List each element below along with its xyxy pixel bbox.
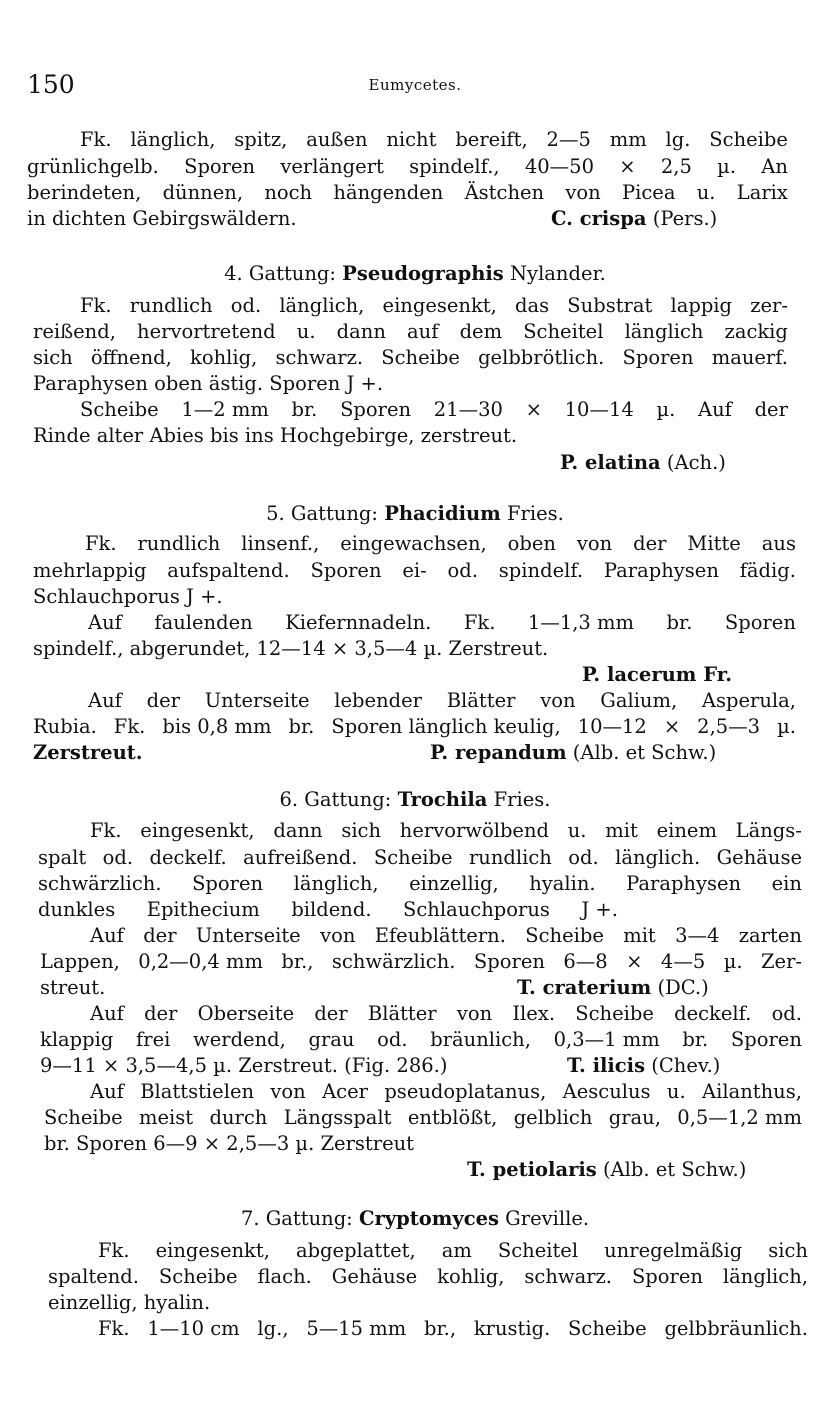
word: Scheibe xyxy=(80,398,159,421)
word: spalt xyxy=(38,846,87,869)
word: eingesenkt, xyxy=(140,819,255,842)
word: ei- xyxy=(402,559,427,582)
justified-line xyxy=(44,1106,802,1130)
word: u. xyxy=(296,320,316,343)
word: 40—50 xyxy=(524,155,594,178)
word: dann xyxy=(273,819,323,842)
word: der xyxy=(633,532,667,555)
word: noch xyxy=(264,181,313,204)
word: reißend, xyxy=(33,320,116,343)
text-line xyxy=(0,559,830,583)
word: Scheibe xyxy=(44,1106,123,1129)
word: Sporen xyxy=(340,398,412,421)
word: Blätter xyxy=(446,689,516,712)
word: Unterseite xyxy=(204,689,310,712)
word: 10—14 xyxy=(564,398,634,421)
word: hyalin. xyxy=(529,872,596,895)
justified-line xyxy=(90,924,802,948)
word: u. xyxy=(696,181,716,204)
word: aufspaltend. xyxy=(167,559,290,582)
word: sich xyxy=(341,819,382,842)
word: Fk. xyxy=(463,611,496,634)
word: werdend, xyxy=(193,1028,286,1051)
body-text: in dichten Gebirgswäldern. xyxy=(27,207,297,230)
word: oben xyxy=(507,532,556,555)
word: × xyxy=(626,950,643,973)
word: µ. xyxy=(717,155,737,178)
body-text: einzellig, hyalin. xyxy=(48,1291,211,1314)
word: 1—10 cm xyxy=(147,1317,240,1340)
word: lg. xyxy=(665,128,691,151)
justified-line xyxy=(40,1028,802,1052)
word: unregelmäßig xyxy=(604,1239,743,1262)
word: Paraphysen xyxy=(603,559,719,582)
word: Sporen xyxy=(184,155,256,178)
word: auf xyxy=(407,320,439,343)
text-line xyxy=(0,1239,830,1263)
word: zarten xyxy=(738,924,802,947)
word: bräunlich, xyxy=(430,1028,531,1051)
justified-line xyxy=(27,181,788,205)
text-line xyxy=(0,715,830,739)
word: von xyxy=(565,181,601,204)
word: Schlauchporus xyxy=(403,898,550,921)
word: 21—30 xyxy=(433,398,503,421)
word: 3—4 xyxy=(675,924,720,947)
word: der xyxy=(143,924,177,947)
text-line xyxy=(0,846,830,870)
text-line xyxy=(0,741,830,765)
species-name: C. crispa (Pers.) xyxy=(551,207,718,230)
word: 5—15 mm xyxy=(306,1317,407,1340)
word: Sporen xyxy=(310,559,382,582)
word: hängenden xyxy=(333,181,444,204)
word: Auf xyxy=(88,611,122,634)
word: × xyxy=(525,398,542,421)
word: Unterseite xyxy=(195,924,301,947)
word: Kiefernnadeln. xyxy=(285,611,432,634)
justified-line xyxy=(88,611,796,635)
word: Substrat xyxy=(567,294,653,317)
body-text: 9—11 × 3,5—4,5 µ. Zerstreut. (Fig. 286.) xyxy=(40,1054,448,1077)
word: schwärzlich. xyxy=(331,950,456,973)
word: länglich, xyxy=(130,128,216,151)
word: od. xyxy=(230,294,262,317)
word: Scheibe xyxy=(381,346,460,369)
word: sich xyxy=(768,1239,808,1262)
word: grau, xyxy=(608,1106,661,1129)
justified-line xyxy=(80,128,788,152)
word: Asperula, xyxy=(701,689,796,712)
word: Zer- xyxy=(761,950,802,973)
word: br., xyxy=(423,1317,457,1340)
text-line xyxy=(0,637,830,661)
word: × xyxy=(619,155,636,178)
word: Sporen xyxy=(724,611,796,634)
text-line xyxy=(0,1054,830,1078)
word: Larix xyxy=(736,181,788,204)
word: 0,5—1,2 mm xyxy=(677,1106,802,1129)
word: spindelf., xyxy=(409,155,500,178)
word: Fk. xyxy=(113,715,146,738)
word: von xyxy=(540,689,576,712)
word: Scheibe xyxy=(525,924,604,947)
word: Auf xyxy=(90,1002,124,1025)
word: faulenden xyxy=(154,611,253,634)
word: eingewachsen, xyxy=(340,532,487,555)
word: schwarz. xyxy=(524,1265,612,1288)
word: Scheibe xyxy=(568,1317,647,1340)
word: Paraphysen xyxy=(626,872,742,895)
word: Sporen xyxy=(192,872,264,895)
word: pseudoplatanus, xyxy=(384,1080,547,1103)
text-line xyxy=(0,950,830,974)
text-line xyxy=(0,1080,830,1104)
word: od. xyxy=(771,1002,802,1025)
justified-line xyxy=(33,715,796,739)
word: Gehäuse xyxy=(716,846,802,869)
word: aufreißend. xyxy=(243,846,358,869)
word: flach. xyxy=(257,1265,312,1288)
word: Sporen xyxy=(622,346,694,369)
text-line xyxy=(0,689,830,713)
word: ein xyxy=(771,872,802,895)
word: länglich. xyxy=(615,846,701,869)
word: zer- xyxy=(750,294,788,317)
word: Scheibe xyxy=(158,1265,238,1288)
word: länglich, xyxy=(279,294,365,317)
word: Auf xyxy=(698,398,732,421)
genus-heading: 6. Gattung: Trochila Fries. xyxy=(279,788,551,811)
word: dunkles xyxy=(38,898,116,921)
word: meist xyxy=(139,1106,194,1129)
word: verlängert xyxy=(280,155,384,178)
word: dünnen, xyxy=(162,181,244,204)
word: zackig xyxy=(724,320,788,343)
word: Ilex. xyxy=(512,1002,556,1025)
text-line xyxy=(0,155,830,179)
word: grünlichgelb. xyxy=(27,155,159,178)
word: rundlich xyxy=(129,294,213,317)
text-line xyxy=(0,451,830,475)
word: Fk. xyxy=(85,532,117,555)
word: lg., xyxy=(257,1317,289,1340)
word: Scheibe xyxy=(709,128,788,151)
body-text: Zerstreut. xyxy=(33,741,143,764)
text-line xyxy=(0,532,830,556)
word: br. xyxy=(666,611,693,634)
word: aus xyxy=(761,532,796,555)
word: Rubia. xyxy=(33,715,97,738)
species-name: T. craterium (DC.) xyxy=(517,976,709,999)
word: krustig. xyxy=(473,1317,551,1340)
justified-line xyxy=(33,559,796,583)
body-text: spindelf., abgerundet, 12—14 × 3,5—4 µ. Zerstreut. xyxy=(33,637,549,660)
word: od. xyxy=(447,559,478,582)
word: rundlich xyxy=(137,532,221,555)
word: mit xyxy=(623,924,656,947)
word: Fk. xyxy=(98,1317,130,1340)
word: das xyxy=(515,294,550,317)
text-line xyxy=(0,976,830,1000)
word: Epithecium xyxy=(146,898,260,921)
word: der xyxy=(314,1002,348,1025)
word: hervortretend xyxy=(137,320,276,343)
word: 1—2 mm xyxy=(181,398,269,421)
justified-line xyxy=(33,346,788,370)
text-line xyxy=(0,181,830,205)
word: Lappen, xyxy=(40,950,120,973)
word: bis 0,8 mm xyxy=(162,715,272,738)
word: mehrlappig xyxy=(33,559,147,582)
word: der xyxy=(146,689,180,712)
word: µ. xyxy=(656,398,676,421)
word: gelbbrötlich. xyxy=(478,346,605,369)
word: kohlig, xyxy=(437,1265,505,1288)
text-line xyxy=(0,1265,830,1289)
text-line xyxy=(0,398,830,422)
word: am xyxy=(441,1239,472,1262)
justified-line xyxy=(48,1265,808,1289)
word: Scheibe xyxy=(575,1002,654,1025)
text-line xyxy=(0,1158,830,1182)
word: gelbbräunlich. xyxy=(664,1317,808,1340)
word: hervorwölbend xyxy=(399,819,550,842)
word: klappig xyxy=(40,1028,114,1051)
text-line xyxy=(0,207,830,231)
word: länglich xyxy=(624,320,704,343)
word: Galium, xyxy=(600,689,678,712)
text-line xyxy=(0,128,830,152)
word: Gehäuse xyxy=(331,1265,418,1288)
genus-heading: 7. Gattung: Cryptomyces Greville. xyxy=(240,1207,590,1230)
word: 2—5 xyxy=(546,128,591,151)
text-line xyxy=(0,1291,830,1315)
text-line xyxy=(0,1002,830,1026)
body-text: Schlauchporus J +. xyxy=(33,585,223,608)
word: durch xyxy=(209,1106,268,1129)
justified-line xyxy=(33,320,788,344)
text-line xyxy=(0,872,830,896)
word: spaltend. xyxy=(48,1265,139,1288)
word: 6—8 xyxy=(563,950,608,973)
text-line xyxy=(0,294,830,318)
justified-line xyxy=(80,294,788,318)
word: Längsspalt xyxy=(283,1106,392,1129)
word: br. xyxy=(288,715,315,738)
body-text: streut. xyxy=(40,976,106,999)
word: mit xyxy=(605,819,638,842)
word: µ. xyxy=(723,950,743,973)
word: dem xyxy=(459,320,503,343)
text-line xyxy=(0,585,830,609)
justified-line xyxy=(98,1317,808,1341)
word: eingesenkt, xyxy=(382,294,497,317)
word: frei xyxy=(136,1028,171,1051)
word: lebender xyxy=(334,689,422,712)
word: schwarz. xyxy=(275,346,364,369)
text-line xyxy=(0,372,830,396)
word: fädig. xyxy=(739,559,796,582)
word: eingesenkt, xyxy=(155,1239,270,1262)
word: bildend. xyxy=(291,898,372,921)
word: Auf xyxy=(90,1080,124,1103)
word: od. xyxy=(102,846,134,869)
species-name: P. elatina (Ach.) xyxy=(560,451,726,474)
justified-line xyxy=(27,155,788,179)
word: Längs- xyxy=(735,819,802,842)
text-line xyxy=(0,346,830,370)
running-title: Eumycetes. xyxy=(368,76,462,94)
word: Sporen länglich keulig, xyxy=(331,715,561,738)
word: Fk. xyxy=(90,819,122,842)
word: spindelf. xyxy=(498,559,584,582)
word: br. xyxy=(291,398,318,421)
word: der xyxy=(754,398,788,421)
word: sich xyxy=(33,346,73,369)
word: u. xyxy=(666,1080,686,1103)
word: × xyxy=(663,715,681,738)
word: Ailanthus, xyxy=(702,1080,802,1103)
species-name: P. lacerum Fr. xyxy=(582,663,732,686)
justified-line xyxy=(80,398,788,422)
word: Auf xyxy=(90,924,124,947)
word: µ. xyxy=(777,715,796,738)
word: Blattstielen xyxy=(140,1080,255,1103)
word: mauerf. xyxy=(711,346,788,369)
word: entblößt, xyxy=(407,1106,498,1129)
word: Mitte xyxy=(687,532,741,555)
word: kohlig, xyxy=(190,346,258,369)
word: Scheibe xyxy=(373,846,453,869)
word: Oberseite xyxy=(197,1002,295,1025)
word: dann xyxy=(336,320,386,343)
justified-line xyxy=(85,532,796,556)
justified-line xyxy=(38,898,618,922)
text-line xyxy=(0,611,830,635)
word: von xyxy=(456,1002,493,1025)
word: deckelf. xyxy=(674,1002,752,1025)
text-line xyxy=(0,1106,830,1130)
word: berindeten, xyxy=(27,181,142,204)
word: Fk. xyxy=(98,1239,130,1262)
page-number: 150 xyxy=(27,70,75,99)
word: deckelf. xyxy=(149,846,227,869)
genus-heading: 4. Gattung: Pseudographis Nylander. xyxy=(224,262,606,285)
word: gelblich xyxy=(513,1106,593,1129)
justified-line xyxy=(88,689,796,713)
body-text: br. Sporen 6—9 × 2,5—3 µ. Zerstreut xyxy=(44,1132,415,1155)
word: J +. xyxy=(581,898,618,921)
word: rundlich xyxy=(468,846,552,869)
word: Acer xyxy=(322,1080,368,1103)
word: Sporen xyxy=(730,1028,802,1051)
word: 10—12 xyxy=(577,715,647,738)
word: bereift, xyxy=(455,128,528,151)
word: od. xyxy=(568,846,599,869)
word: lappig xyxy=(670,294,733,317)
species-name: T. ilicis (Chev.) xyxy=(567,1054,721,1077)
word: Ästchen xyxy=(464,181,545,204)
justified-line xyxy=(38,846,802,870)
word: schwärzlich. xyxy=(38,872,162,895)
text-line xyxy=(0,320,830,344)
word: von xyxy=(576,532,613,555)
word: od. xyxy=(377,1028,408,1051)
word: einem xyxy=(656,819,717,842)
word: länglich, xyxy=(293,872,379,895)
justified-line xyxy=(90,819,802,843)
text-line xyxy=(0,1317,830,1341)
word: Picea xyxy=(622,181,676,204)
word: außen xyxy=(306,128,368,151)
word: Fk. xyxy=(80,128,112,151)
justified-line xyxy=(38,872,802,896)
genus-heading: 5. Gattung: Phacidium Fries. xyxy=(266,502,564,525)
word: 4—5 xyxy=(660,950,706,973)
word: Efeublättern. xyxy=(374,924,506,947)
text-line xyxy=(0,924,830,948)
word: Sporen xyxy=(631,1265,703,1288)
word: der xyxy=(144,1002,178,1025)
body-text: Paraphysen oben ästig. Sporen J +. xyxy=(33,372,384,395)
word: abgeplattet, xyxy=(295,1239,416,1262)
text-line xyxy=(0,1132,830,1156)
word: u. xyxy=(567,819,587,842)
word: einzellig, xyxy=(409,872,499,895)
word: nicht xyxy=(386,128,437,151)
word: 0,2—0,4 mm xyxy=(138,950,263,973)
word: Scheitel xyxy=(523,320,604,343)
justified-line xyxy=(98,1239,808,1263)
word: Sporen xyxy=(473,950,545,973)
word: öffnend, xyxy=(90,346,172,369)
text-line xyxy=(0,898,830,922)
body-text: Rinde alter Abies bis ins Hochgebirge, zerstreut. xyxy=(33,424,518,447)
word: mm xyxy=(609,128,647,151)
word: spitz, xyxy=(234,128,288,151)
word: 1—1,3 mm xyxy=(527,611,635,634)
word: länglich, xyxy=(722,1265,808,1288)
word: linsenf., xyxy=(241,532,320,555)
word: grau xyxy=(308,1028,355,1051)
word: Blätter xyxy=(367,1002,437,1025)
word: Aesculus xyxy=(562,1080,651,1103)
text-line xyxy=(0,424,830,448)
text-line xyxy=(0,819,830,843)
word: von xyxy=(270,1080,306,1103)
species-name: P. repandum (Alb. et Schw.) xyxy=(430,741,717,764)
word: 0,3—1 mm xyxy=(553,1028,660,1051)
word: br. xyxy=(682,1028,709,1051)
word: Auf xyxy=(88,689,122,712)
justified-line xyxy=(40,950,802,974)
word: 2,5 xyxy=(660,155,692,178)
word: Scheitel xyxy=(497,1239,579,1262)
word: 2,5—3 xyxy=(697,715,761,738)
justified-line xyxy=(90,1080,802,1104)
word: von xyxy=(320,924,356,947)
word: Fk. xyxy=(80,294,112,317)
word: br., xyxy=(281,950,314,973)
text-line xyxy=(0,663,830,687)
word: An xyxy=(761,155,788,178)
species-name: T. petiolaris (Alb. et Schw.) xyxy=(467,1158,747,1181)
justified-line xyxy=(90,1002,802,1026)
text-line xyxy=(0,1028,830,1052)
